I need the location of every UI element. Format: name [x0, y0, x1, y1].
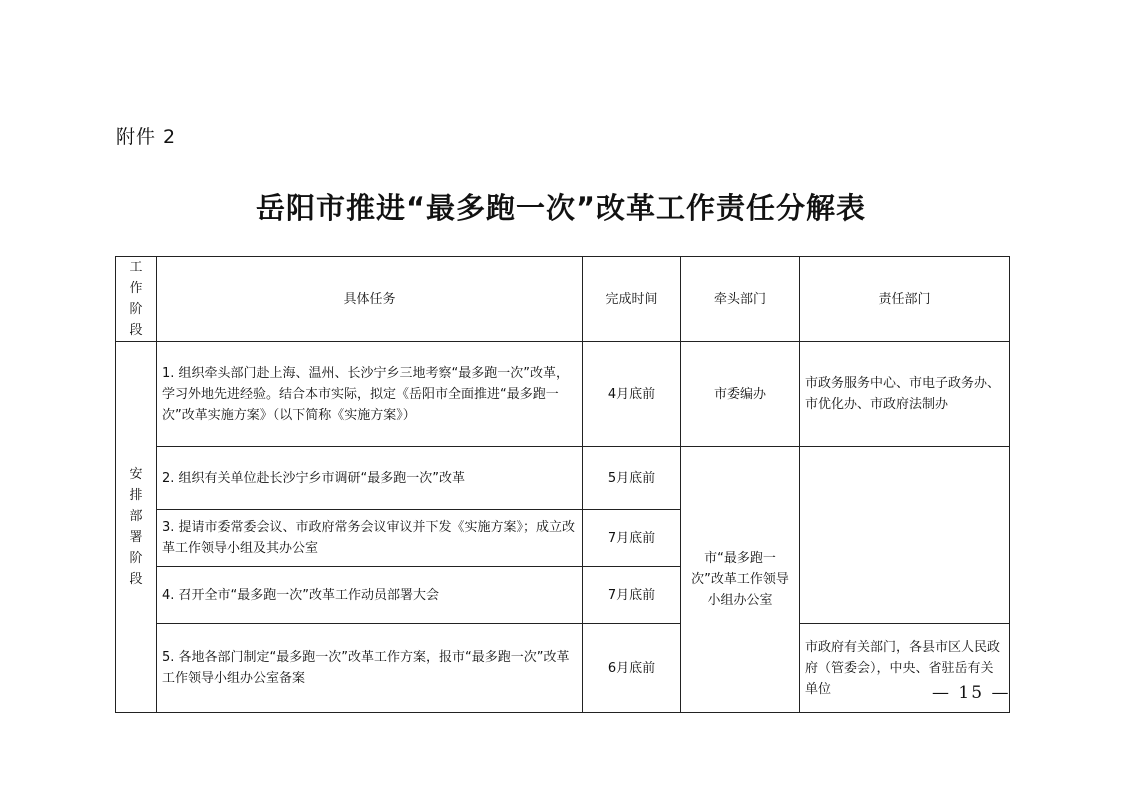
responsible-cell: 市政务服务中心、市电子政务办、市优化办、市政府法制办 [800, 342, 1010, 447]
deadline-cell: 4月底前 [583, 342, 681, 447]
table-row [116, 624, 1010, 713]
merged-lead-cell: 市“最多跑一次”改革工作领导小组办公室 [681, 447, 800, 713]
task-cell: 4. 召开全市“最多跑一次”改革工作动员部署大会 [157, 567, 583, 624]
table-row [116, 342, 1010, 447]
table-row [116, 447, 1010, 510]
stage-cell: 安排部署阶段 [116, 342, 157, 713]
merged-responsible-cell [800, 447, 1010, 624]
responsibility-table [115, 256, 1010, 713]
task-cell: 5. 各地各部门制定“最多跑一次”改革工作方案，报市“最多跑一次”改革工作领导小组办公室备案 [157, 624, 583, 713]
document-title: 岳阳市推进“最多跑一次”改革工作责任分解表 [255, 191, 867, 225]
deadline-cell: 5月底前 [583, 447, 681, 510]
task-cell: 3. 提请市委常委会议、市政府常务会议审议并下发《实施方案》；成立改革工作领导小组及其办公室 [157, 510, 583, 567]
header-deadline: 完成时间 [583, 257, 681, 342]
header-stage: 工作阶段 [116, 257, 157, 342]
header-responsible: 责任部门 [800, 257, 1010, 342]
deadline-cell: 6月底前 [583, 624, 681, 713]
attachment-label: 附件 2 [116, 126, 177, 148]
table-header-row [116, 257, 1010, 342]
header-lead: 牵头部门 [681, 257, 800, 342]
header-task: 具体任务 [157, 257, 583, 342]
deadline-cell: 7月底前 [583, 567, 681, 624]
responsible-cell: 市政府有关部门，各县市区人民政府（管委会），中央、省驻岳有关单位 [800, 624, 1010, 713]
task-cell: 2. 组织有关单位赴长沙宁乡市调研“最多跑一次”改革 [157, 447, 583, 510]
task-cell: 1. 组织牵头部门赴上海、温州、长沙宁乡三地考察“最多跑一次”改革，学习外地先进经验。结合本市实际，拟定《岳阳市全面推进“最多跑一次”改革实施方案》（以下简称《实施方案》） [157, 342, 583, 447]
deadline-cell: 7月底前 [583, 510, 681, 567]
page-number: — 15 — [932, 683, 1011, 703]
lead-cell: 市委编办 [681, 342, 800, 447]
